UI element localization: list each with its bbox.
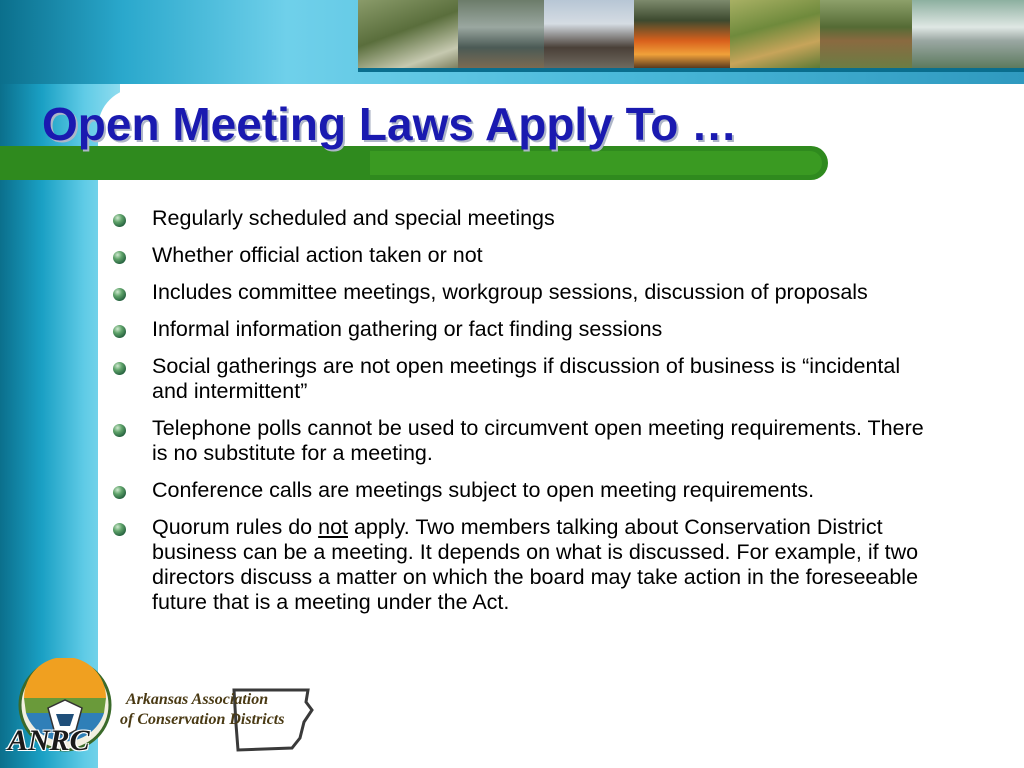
photo-seedlings [358, 0, 458, 68]
bullet-text: Includes committee meetings, workgroup sessions, discussion of proposals [152, 280, 868, 304]
photo-prescribed-fire [634, 0, 730, 68]
bullet-item [110, 515, 930, 615]
bullet-item [110, 243, 930, 268]
bullet-text-before: Quorum rules do [152, 515, 319, 539]
header-photo-strip [358, 0, 1024, 72]
bullet-item [110, 416, 930, 466]
photo-terraced-field [730, 0, 820, 68]
bullet-text: Whether official action taken or not [152, 243, 483, 267]
bullet-text-after: apply. Two members talking about Conservation District business can be a meeting. It depends on what is discussed. For example, if two directors discuss a matter on which the board may take action in the foreseeable future that is a meeting under the Act. [152, 515, 919, 614]
bullet-icon [113, 486, 126, 499]
bullet-text: Conference calls are meetings subject to open meeting requirements. [152, 478, 815, 502]
bullet-text: Regularly scheduled and special meetings [152, 206, 555, 230]
bullet-icon [113, 523, 126, 536]
aacd-name-line-2: of Conservation Districts [120, 711, 285, 728]
aacd-name-line-1: Arkansas Association [126, 691, 269, 708]
bullet-item [110, 478, 930, 503]
bullet-item [110, 280, 930, 305]
bullet-text: Social gatherings are not open meetings if discussion of business is “incidental and intermittent” [152, 354, 901, 403]
title-underline-highlight [370, 151, 822, 175]
photo-quail [820, 0, 912, 68]
bullet-icon [113, 424, 126, 437]
photo-cattle [544, 0, 634, 68]
photo-drain-pipe [912, 0, 1024, 68]
photo-river [458, 0, 544, 68]
bullet-icon [113, 362, 126, 375]
aacd-logo [118, 686, 318, 752]
bullet-text: Telephone polls cannot be used to circumvent open meeting requirements. There is no substitute for a meeting. [152, 416, 924, 465]
bullet-item [110, 354, 930, 404]
anrc-label: ANRC [8, 724, 90, 757]
bullet-icon [113, 214, 126, 227]
bullet-list [110, 206, 930, 627]
bullet-icon [113, 288, 126, 301]
bullet-emphasis: not [318, 515, 348, 539]
bullet-text: Informal information gathering or fact finding sessions [152, 317, 663, 341]
bullet-icon [113, 251, 126, 264]
slide-title: Open Meeting Laws Apply To … [42, 98, 738, 150]
bullet-icon [113, 325, 126, 338]
bullet-item [110, 317, 930, 342]
bullet-item [110, 206, 930, 231]
